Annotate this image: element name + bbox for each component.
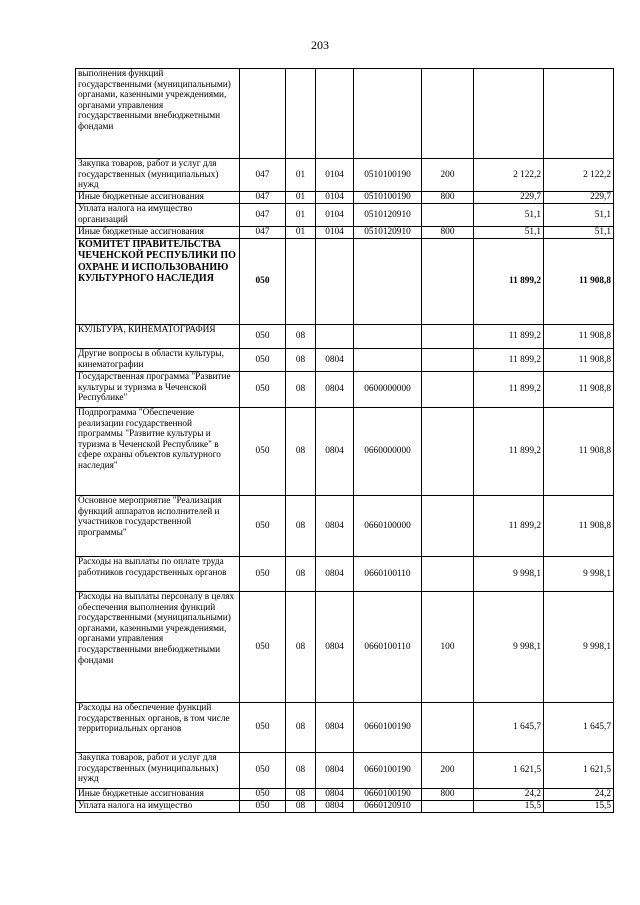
table-row — [76, 496, 614, 557]
target-article-cell: 0660100110 — [354, 557, 422, 592]
admin-code-cell: 050 — [240, 557, 286, 592]
admin-code-cell: 050 — [240, 789, 286, 801]
amount-year2-cell: 11 908,8 — [544, 325, 614, 349]
amount-year1-cell: 11 899,2 — [474, 496, 544, 557]
admin-code-cell: 050 — [240, 325, 286, 349]
target-article-cell: 0510120910 — [354, 227, 422, 239]
target-article-cell: 0660100190 — [354, 789, 422, 801]
table-row — [76, 325, 614, 349]
section-cell: 08 — [286, 592, 316, 703]
admin-code-cell: 050 — [240, 496, 286, 557]
row-name-cell: выполнения функций государственными (муниципальными) органами, казенными учреждениями, органами управления государственными внебюджетными фондами — [76, 69, 240, 159]
expense-type-cell: 200 — [422, 159, 474, 192]
table-row — [76, 592, 614, 703]
table-row — [76, 69, 614, 159]
table-row — [76, 408, 614, 496]
row-name-cell: Основное мероприятие "Реализация функций аппаратов исполнителей и участников государственной программы" — [76, 496, 240, 557]
target-article-cell — [354, 239, 422, 325]
amount-year2-cell: 51,1 — [544, 204, 614, 227]
row-name-cell: Уплата налога на имущество — [76, 801, 240, 813]
row-name-cell: Расходы на выплаты персоналу в целях обеспечения выполнения функций государственными (муниципальными) органами, казенными учреждениями, органами управления государственными внебюджетными фондами — [76, 592, 240, 703]
row-name-cell: Уплата налога на имущество организаций — [76, 204, 240, 227]
admin-code-cell: 050 — [240, 753, 286, 789]
section-cell: 08 — [286, 325, 316, 349]
section-cell: 08 — [286, 801, 316, 813]
subsection-cell: 0804 — [316, 557, 354, 592]
expense-type-cell: 800 — [422, 192, 474, 204]
subsection-cell: 0804 — [316, 592, 354, 703]
amount-year1-cell: 11 899,2 — [474, 349, 544, 372]
amount-year1-cell: 51,1 — [474, 227, 544, 239]
amount-year2-cell: 11 908,8 — [544, 372, 614, 408]
table-row — [76, 159, 614, 192]
table-row — [76, 349, 614, 372]
amount-year1-cell: 229,7 — [474, 192, 544, 204]
amount-year2-cell: 229,7 — [544, 192, 614, 204]
expense-type-cell: 800 — [422, 227, 474, 239]
target-article-cell: 0600000000 — [354, 372, 422, 408]
row-name-cell: Иные бюджетные ассигнования — [76, 789, 240, 801]
amount-year2-cell: 9 998,1 — [544, 592, 614, 703]
subsection-cell: 0104 — [316, 192, 354, 204]
amount-year2-cell: 51,1 — [544, 227, 614, 239]
subsection-cell: 0804 — [316, 408, 354, 496]
expense-type-cell — [422, 325, 474, 349]
section-cell: 08 — [286, 496, 316, 557]
subsection-cell: 0104 — [316, 159, 354, 192]
expense-type-cell — [422, 239, 474, 325]
target-article-cell: 0660100190 — [354, 753, 422, 789]
section-cell — [286, 239, 316, 325]
amount-year1-cell: 9 998,1 — [474, 557, 544, 592]
table-row — [76, 192, 614, 204]
admin-code-cell: 047 — [240, 204, 286, 227]
row-name-cell: Иные бюджетные ассигнования — [76, 227, 240, 239]
table-row — [76, 789, 614, 801]
table-row — [76, 204, 614, 227]
admin-code-cell — [240, 69, 286, 159]
amount-year1-cell — [474, 69, 544, 159]
page-number: 203 — [311, 38, 329, 52]
subsection-cell — [316, 325, 354, 349]
subsection-cell: 0804 — [316, 801, 354, 813]
target-article-cell: 0660100110 — [354, 592, 422, 703]
table-row — [76, 703, 614, 753]
target-article-cell: 0510100190 — [354, 192, 422, 204]
subsection-cell: 0104 — [316, 227, 354, 239]
row-name-cell: Государственная программа "Развитие культуры и туризма в Чеченской Республике" — [76, 372, 240, 408]
amount-year2-cell: 15,5 — [544, 801, 614, 813]
subsection-cell: 0104 — [316, 204, 354, 227]
admin-code-cell: 050 — [240, 372, 286, 408]
row-name-cell: КУЛЬТУРА, КИНЕМАТОГРАФИЯ — [76, 325, 240, 349]
amount-year1-cell: 15,5 — [474, 801, 544, 813]
section-cell: 01 — [286, 227, 316, 239]
subsection-cell: 0804 — [316, 789, 354, 801]
section-cell: 08 — [286, 557, 316, 592]
admin-code-cell: 050 — [240, 408, 286, 496]
amount-year2-cell — [544, 69, 614, 159]
target-article-cell: 0660100190 — [354, 703, 422, 753]
expense-type-cell — [422, 557, 474, 592]
amount-year2-cell: 11 908,8 — [544, 496, 614, 557]
row-name-cell: КОМИТЕТ ПРАВИТЕЛЬСТВА ЧЕЧЕНСКОЙ РЕСПУБЛИКИ ПО ОХРАНЕ И ИСПОЛЬЗОВАНИЮ КУЛЬТУРНОГО НАСЛЕДИЯ — [76, 239, 240, 325]
section-cell: 01 — [286, 192, 316, 204]
admin-code-cell: 050 — [240, 703, 286, 753]
subsection-cell — [316, 69, 354, 159]
section-cell: 01 — [286, 204, 316, 227]
target-article-cell — [354, 325, 422, 349]
amount-year1-cell: 51,1 — [474, 204, 544, 227]
amount-year1-cell: 1 621,5 — [474, 753, 544, 789]
amount-year1-cell: 1 645,7 — [474, 703, 544, 753]
subsection-cell: 0804 — [316, 496, 354, 557]
expense-type-cell — [422, 349, 474, 372]
row-name-cell: Другие вопросы в области культуры, кинематографии — [76, 349, 240, 372]
target-article-cell: 0510120910 — [354, 204, 422, 227]
subsection-cell: 0804 — [316, 349, 354, 372]
amount-year2-cell: 1 621,5 — [544, 753, 614, 789]
expense-type-cell — [422, 408, 474, 496]
amount-year1-cell: 9 998,1 — [474, 592, 544, 703]
section-cell: 08 — [286, 408, 316, 496]
amount-year1-cell: 11 899,2 — [474, 239, 544, 325]
section-cell: 08 — [286, 789, 316, 801]
admin-code-cell: 050 — [240, 801, 286, 813]
expense-type-cell: 100 — [422, 592, 474, 703]
expense-type-cell: 200 — [422, 753, 474, 789]
section-cell: 08 — [286, 372, 316, 408]
amount-year2-cell: 24,2 — [544, 789, 614, 801]
table-row — [76, 227, 614, 239]
amount-year1-cell: 11 899,2 — [474, 372, 544, 408]
amount-year2-cell: 9 998,1 — [544, 557, 614, 592]
section-cell: 08 — [286, 753, 316, 789]
section-cell: 08 — [286, 703, 316, 753]
expense-type-cell — [422, 703, 474, 753]
subsection-cell: 0804 — [316, 703, 354, 753]
expense-type-cell — [422, 372, 474, 408]
amount-year2-cell: 11 908,8 — [544, 349, 614, 372]
table-row — [76, 753, 614, 789]
amount-year2-cell: 11 908,8 — [544, 408, 614, 496]
amount-year2-cell: 1 645,7 — [544, 703, 614, 753]
admin-code-cell: 050 — [240, 239, 286, 325]
row-name-cell: Закупка товаров, работ и услуг для государственных (муниципальных) нужд — [76, 753, 240, 789]
admin-code-cell: 047 — [240, 227, 286, 239]
section-cell: 08 — [286, 349, 316, 372]
admin-code-cell: 047 — [240, 159, 286, 192]
subsection-cell — [316, 239, 354, 325]
row-name-cell: Закупка товаров, работ и услуг для государственных (муниципальных) нужд — [76, 159, 240, 192]
target-article-cell: 0510100190 — [354, 159, 422, 192]
section-cell: 01 — [286, 159, 316, 192]
target-article-cell: 0660000000 — [354, 408, 422, 496]
budget-table — [75, 68, 614, 813]
amount-year1-cell: 2 122,2 — [474, 159, 544, 192]
amount-year2-cell: 2 122,2 — [544, 159, 614, 192]
admin-code-cell: 050 — [240, 349, 286, 372]
expense-type-cell — [422, 496, 474, 557]
row-name-cell: Иные бюджетные ассигнования — [76, 192, 240, 204]
target-article-cell: 0660100000 — [354, 496, 422, 557]
section-cell — [286, 69, 316, 159]
admin-code-cell: 047 — [240, 192, 286, 204]
row-name-cell: Расходы на обеспечение функций государственных органов, в том числе территориальных органов — [76, 703, 240, 753]
expense-type-cell: 800 — [422, 789, 474, 801]
amount-year1-cell: 11 899,2 — [474, 408, 544, 496]
amount-year2-cell: 11 908,8 — [544, 239, 614, 325]
table-row — [76, 239, 614, 325]
table-row — [76, 372, 614, 408]
expense-type-cell — [422, 69, 474, 159]
expense-type-cell — [422, 204, 474, 227]
table-body — [76, 69, 614, 813]
table-row — [76, 801, 614, 813]
row-name-cell: Расходы на выплаты по оплате труда работников государственных органов — [76, 557, 240, 592]
target-article-cell — [354, 69, 422, 159]
amount-year1-cell: 11 899,2 — [474, 325, 544, 349]
target-article-cell: 0660120910 — [354, 801, 422, 813]
target-article-cell — [354, 349, 422, 372]
admin-code-cell: 050 — [240, 592, 286, 703]
expense-type-cell — [422, 801, 474, 813]
subsection-cell: 0804 — [316, 753, 354, 789]
row-name-cell: Подпрограмма "Обеспечение реализации государственной программы "Развитие культуры и туризма в Чеченской Республике" в сфере охраны объектов культурного наследия" — [76, 408, 240, 496]
subsection-cell: 0804 — [316, 372, 354, 408]
amount-year1-cell: 24,2 — [474, 789, 544, 801]
table-row — [76, 557, 614, 592]
